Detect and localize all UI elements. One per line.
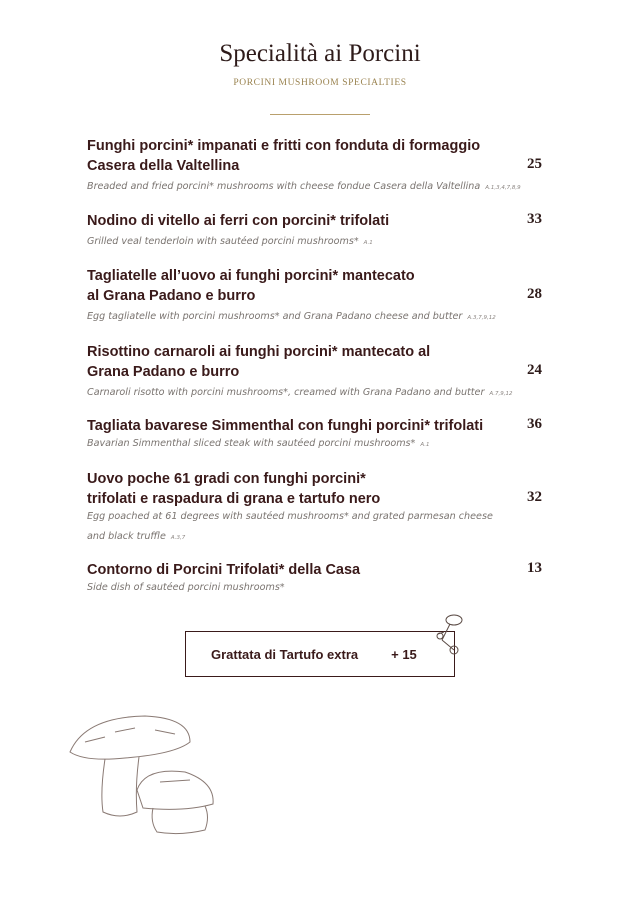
- item-price: 32: [527, 489, 542, 505]
- menu-item: [87, 342, 542, 404]
- item-description: Carnaroli risotto with porcini mushrooms*, creamed with Grana Padano and butter: [87, 387, 485, 398]
- menu-item: [87, 266, 542, 328]
- item-name: Tagliatelle all’uovo ai funghi porcini* mantecato al Grana Padano e burro: [87, 268, 415, 304]
- item-name: Tagliata bavarese Simmenthal con funghi porcini* trifolati: [87, 418, 484, 434]
- item-price: 33: [527, 211, 542, 227]
- item-name: Contorno di Porcini Trifolati* della Casa: [87, 562, 361, 578]
- item-description: Grilled veal tenderloin with sautéed porcini mushrooms*: [87, 236, 359, 247]
- page-title: Specialità ai Porcini: [219, 40, 421, 67]
- item-name: Uovo poche 61 gradi con funghi porcini* trifolati e raspadura di grana e tartufo nero: [87, 471, 381, 507]
- item-allergens: A.1: [420, 442, 430, 448]
- menu-item: [87, 416, 542, 455]
- item-allergens: A.1,3,4,7,8,9: [485, 185, 521, 191]
- porcini-illustration: [65, 712, 225, 837]
- item-name: Funghi porcini* impanati e fritti con fonduta di formaggio Casera della Valtellina: [87, 138, 481, 174]
- truffle-sprig-icon: [432, 610, 472, 660]
- item-name: Risottino carnaroli ai funghi porcini* mantecato al Grana Padano e burro: [87, 344, 431, 380]
- item-price: 36: [527, 416, 542, 432]
- item-price: 25: [527, 156, 542, 172]
- extra-price: + 15: [391, 646, 417, 662]
- divider: [270, 114, 370, 115]
- item-description: Egg tagliatelle with porcini mushrooms* and Grana Padano cheese and butter: [87, 311, 463, 322]
- item-allergens: A.7,9,12: [489, 391, 513, 397]
- item-description: Breaded and fried porcini* mushrooms with cheese fondue Casera della Valtellina: [87, 181, 481, 192]
- item-allergens: A.1: [363, 240, 373, 246]
- item-price: 28: [527, 286, 542, 302]
- page-subtitle: PORCINI MUSHROOM SPECIALTIES: [233, 78, 407, 88]
- item-allergens: A.3,7: [170, 535, 186, 541]
- extra-label: Grattata di Tartufo extra: [211, 646, 359, 662]
- item-description: Bavarian Simmenthal sliced steak with sautéed porcini mushrooms*: [87, 438, 416, 449]
- item-price: 24: [527, 362, 542, 378]
- menu-item: [87, 560, 542, 598]
- item-allergens: A.3,7,9,12: [467, 315, 496, 321]
- item-name: Nodino di vitello ai ferri con porcini* trifolati: [87, 213, 390, 229]
- extra-truffle-box: [185, 631, 455, 677]
- menu-item: [87, 469, 542, 548]
- item-price: 13: [527, 560, 542, 576]
- item-description: Egg poached at 61 degrees with sautéed mushrooms* and grated parmesan cheese and black truffle: [87, 511, 493, 542]
- menu-item: [87, 136, 542, 198]
- menu-item: [87, 211, 542, 253]
- item-description: Side dish of sautéed porcini mushrooms*: [87, 582, 285, 593]
